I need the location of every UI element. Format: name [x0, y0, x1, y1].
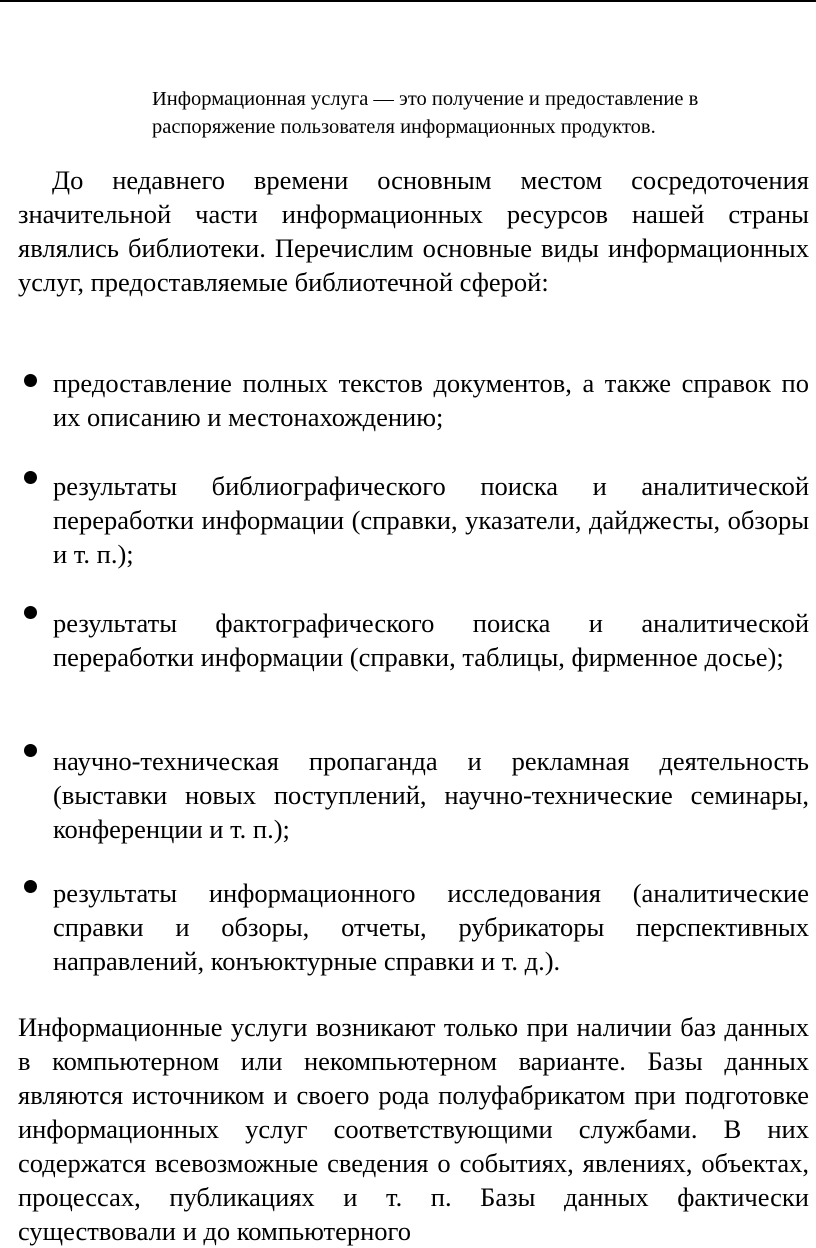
intro-paragraph: До недавнего времени основным местом сосредоточения значительной части информационных ресурсов нашей страны являлись библиотеки. Перечислим основные виды информационных услуг, предоставляемые библиотечной сферой:: [18, 165, 809, 297]
bullet-icon: [24, 471, 37, 484]
bullet-icon: [24, 374, 37, 387]
definition-text: Информационная услуга — это получение и предоставление в распоряжение пользователя информационных продуктов.: [152, 87, 699, 138]
list-item-text: научно-техническая пропаганда и рекламная деятельность (выставки новых поступлений, научно-технические семинары, конференции и т. п.);: [53, 746, 809, 844]
list-item-text: результаты информационного исследования (аналитические справки и обзоры, отчеты, рубрикаторы перспективных направлений, конъюктурные справки и т. д.).: [53, 878, 809, 976]
bullet-icon: [24, 880, 37, 893]
top-border-line: [0, 0, 816, 2]
closing-paragraph: Информационные услуги возникают только при наличии баз данных в компьютерном или некомпьютерном варианте. Базы данных являются источником и своего рода полуфабрикатом при подготовке информационных услуг соответствующими службами. В них содержатся всевозможные сведения о событиях, явлениях, объектах, процессах, публикациях и т. п. Базы данных фактически существовали и до компьютерного: [18, 1012, 809, 1246]
bullet-icon: [24, 744, 37, 757]
list-item-text: предоставление полных текстов документов, а также справок по их описанию и местонахождению;: [53, 368, 809, 432]
list-item-text: результаты библиографического поиска и аналитической переработки информации (справки, указатели, дайджесты, обзоры и т. п.);: [53, 471, 809, 569]
bullet-icon: [24, 606, 37, 619]
list-item-text: результаты фактографического поиска и аналитической переработки информации (справки, таблицы, фирменное досье);: [53, 608, 809, 672]
